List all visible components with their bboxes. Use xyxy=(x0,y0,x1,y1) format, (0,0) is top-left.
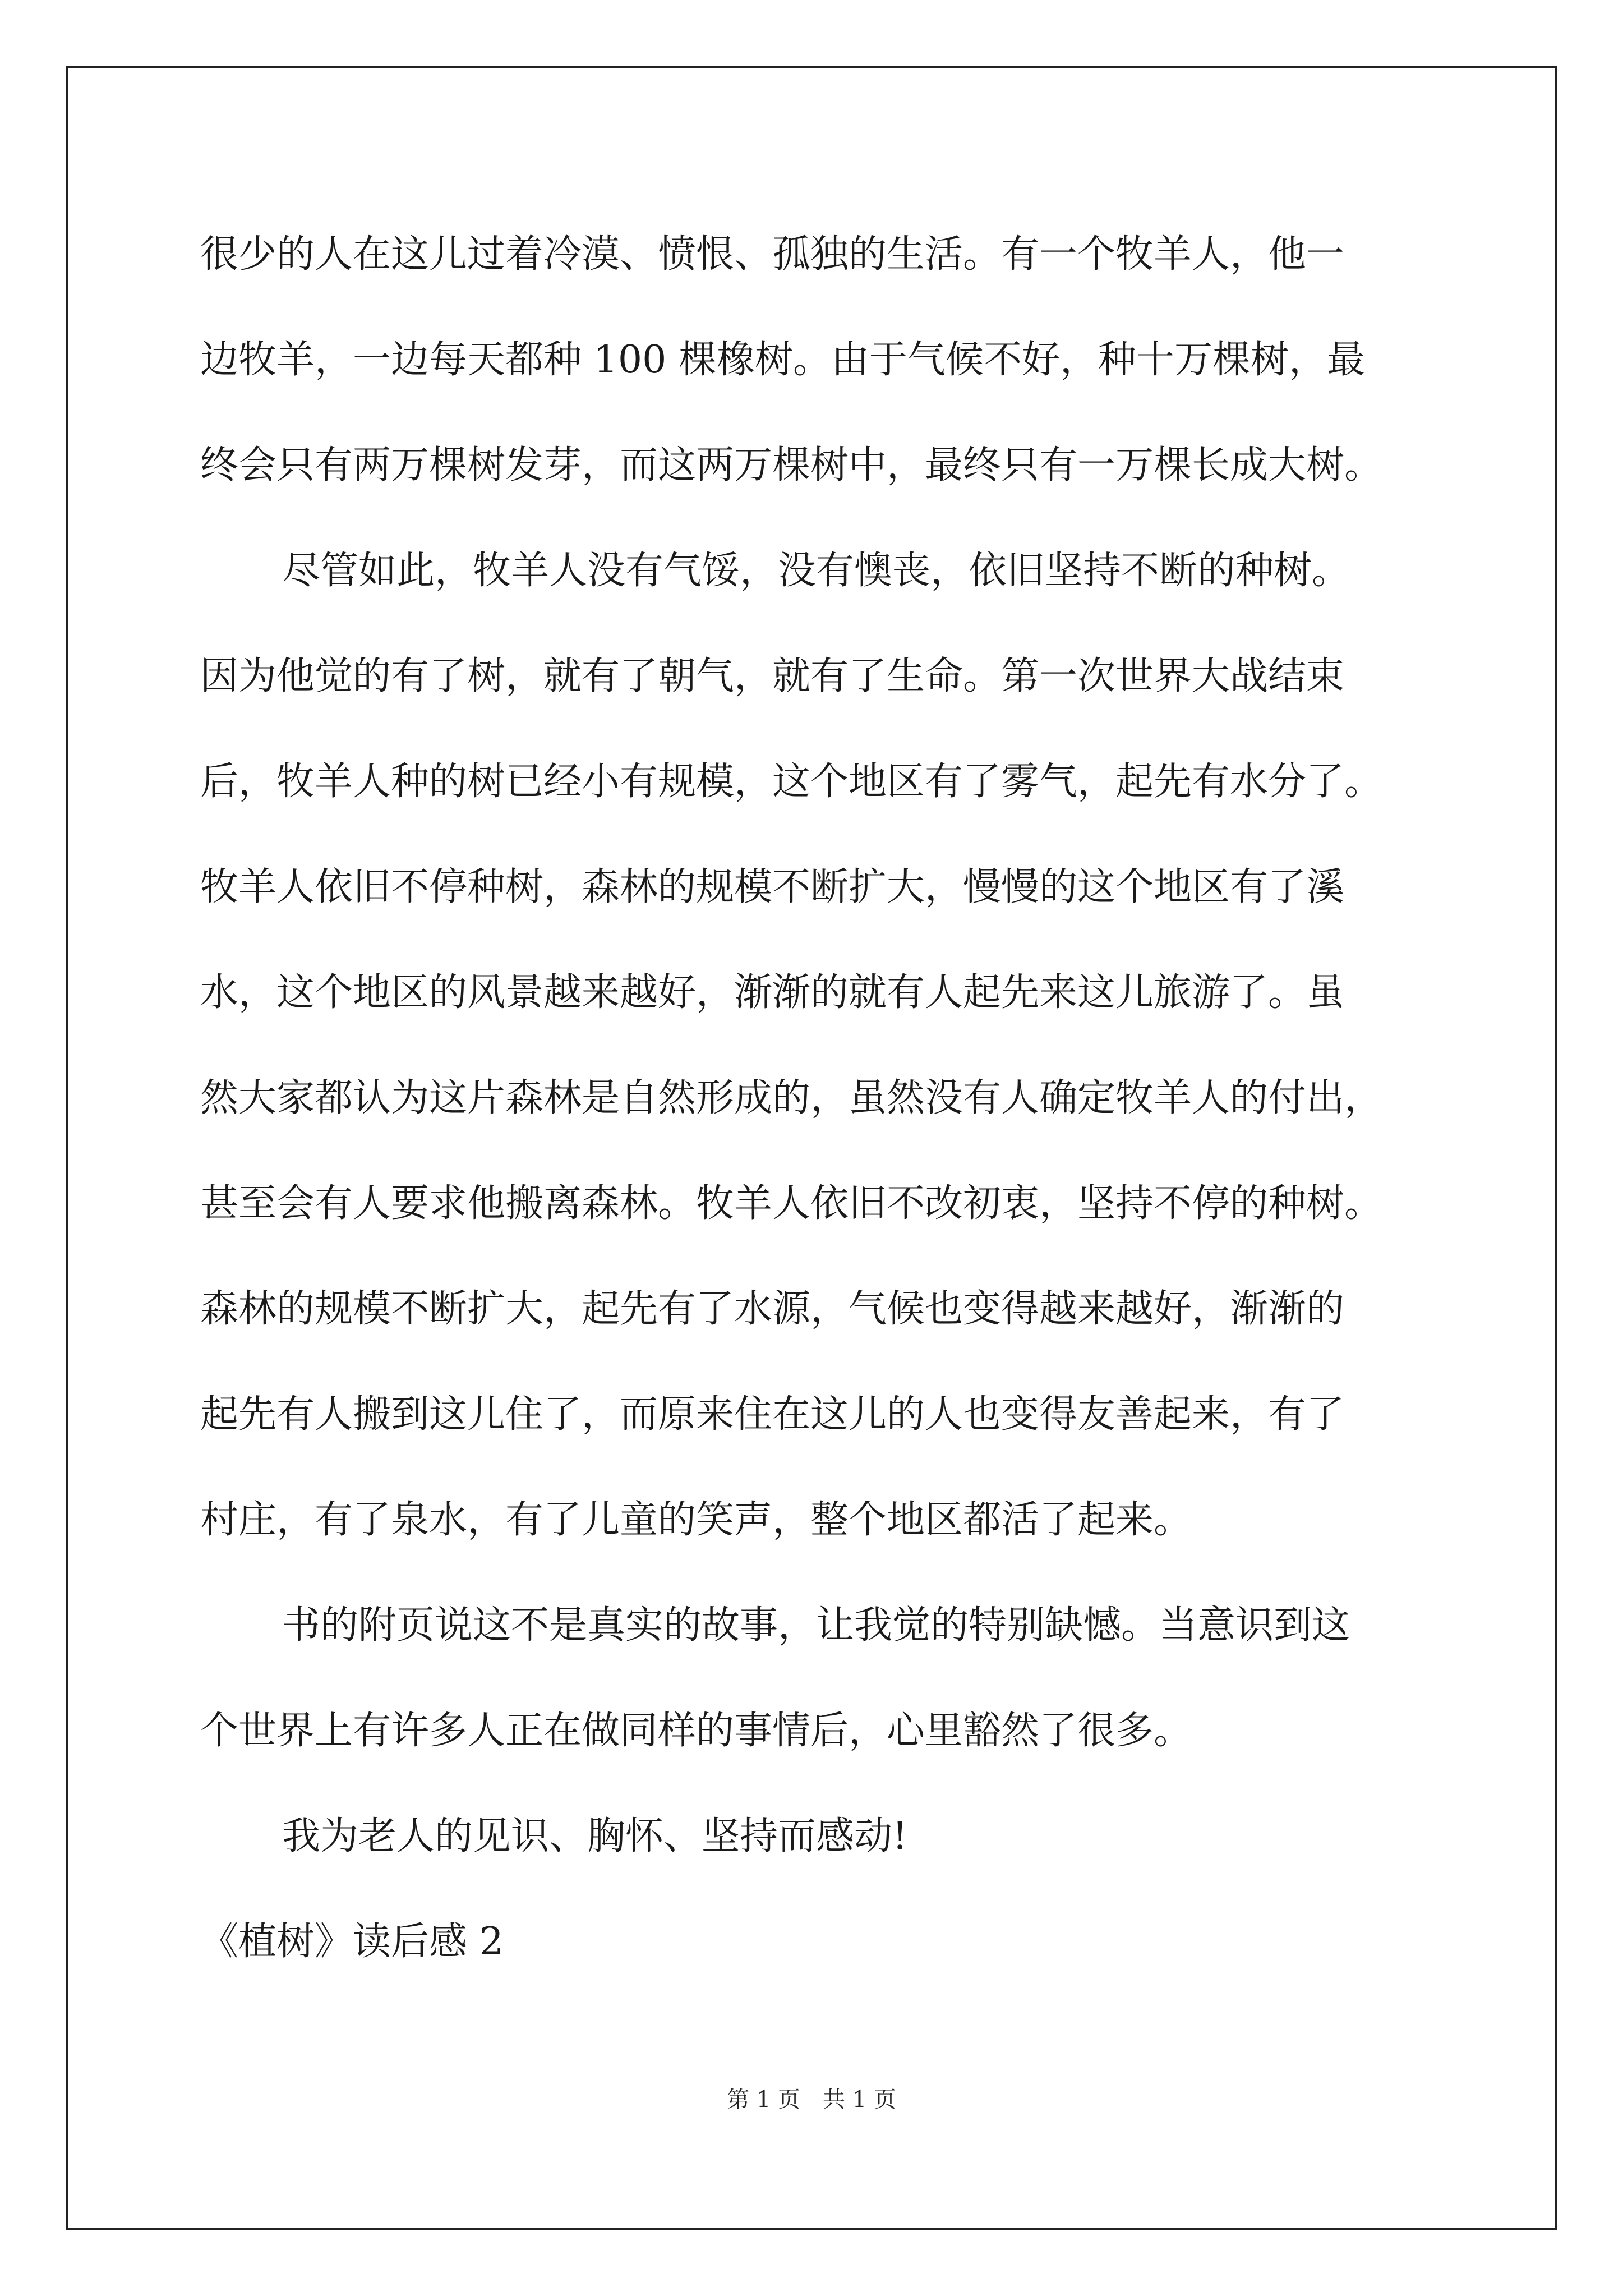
text-line: 起先有人搬到这儿住了，而原来住在这儿的人也变得友善起来，有了 xyxy=(200,1392,1345,1437)
text-line: 水，这个地区的风景越来越好，渐渐的就有人起先来这儿旅游了。虽 xyxy=(200,970,1345,1015)
text-line: 很少的人在这儿过着冷漠、愤恨、孤独的生活。有一个牧羊人，他一 xyxy=(200,232,1345,277)
text-line: 甚至会有人要求他搬离森林。牧羊人依旧不改初衷，坚持不停的种树。 xyxy=(200,1181,1383,1226)
document-body xyxy=(200,202,1434,1995)
text-line: 个世界上有许多人正在做同样的事情后，心里豁然了很多。 xyxy=(200,1709,1192,1753)
text-line: 终会只有两万棵树发芽，而这两万棵树中，最终只有一万棵长成大树。 xyxy=(200,443,1383,487)
text-line: 边牧羊，一边每天都种 100 棵橡树。由于气候不好，种十万棵树，最 xyxy=(200,338,1366,382)
text-line: 村庄，有了泉水，有了儿童的笑声，整个地区都活了起来。 xyxy=(200,1498,1192,1542)
text-line: 牧羊人依旧不停种树，森林的规模不断扩大，慢慢的这个地区有了溪 xyxy=(200,865,1345,909)
paragraph-start-line: 书的附页说这不是真实的故事，让我觉的特别缺憾。当意识到这 xyxy=(282,1603,1350,1648)
text-line: 然大家都认为这片森林是自然形成的，虽然没有人确定牧羊人的付出， xyxy=(200,1076,1383,1120)
text-line: 后，牧羊人种的树已经小有规模，这个地区有了雾气，起先有水分了。 xyxy=(200,760,1383,804)
text-line: 因为他觉的有了树，就有了朝气，就有了生命。第一次世界大战结束 xyxy=(200,654,1345,698)
paragraph-start-line: 我为老人的见识、胸怀、坚持而感动! xyxy=(282,1814,908,1858)
section-heading: 《植树》读后感 2 xyxy=(200,1920,504,1964)
text-line: 森林的规模不断扩大，起先有了水源，气候也变得越来越好，渐渐的 xyxy=(200,1287,1345,1331)
page-footer: 第 1 页 共 1 页 xyxy=(727,2087,896,2113)
paragraph-start-line: 尽管如此，牧羊人没有气馁，没有懊丧，依旧坚持不断的种树。 xyxy=(282,549,1350,593)
